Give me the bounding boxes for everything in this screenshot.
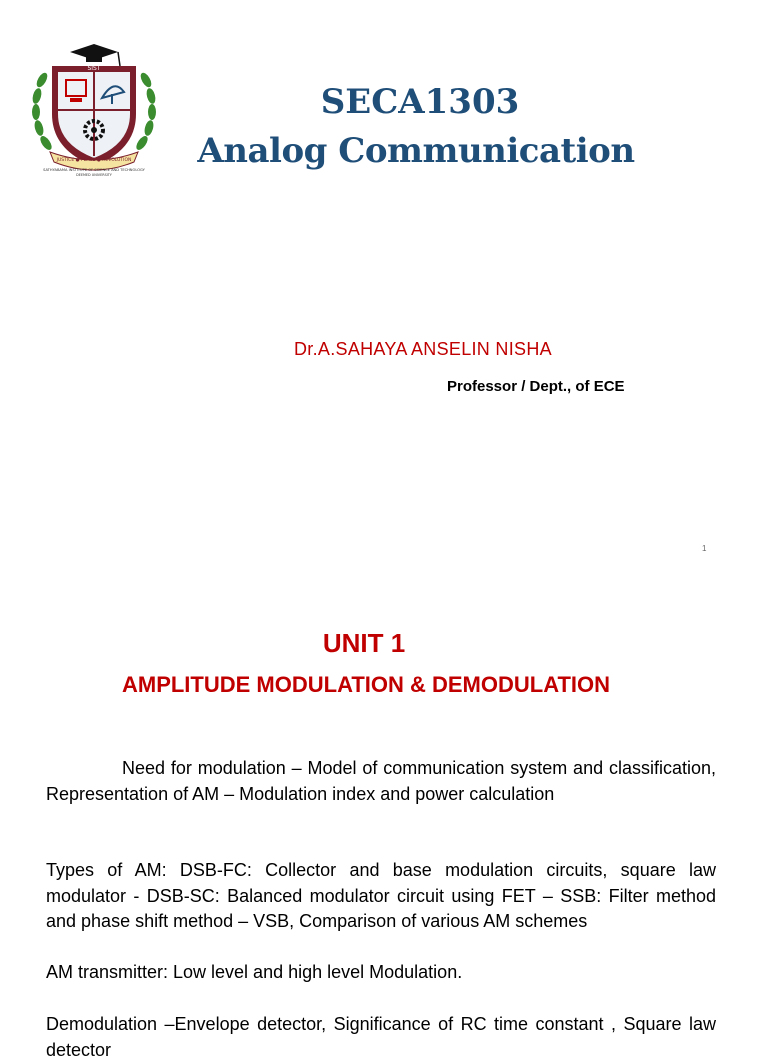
unit-subtitle: AMPLITUDE MODULATION & DEMODULATION: [121, 672, 611, 697]
svg-text:SIST: SIST: [87, 65, 101, 72]
svg-text:JUSTICE ● PEACE ● REVOLUTION: JUSTICE ● PEACE ● REVOLUTION: [56, 158, 132, 163]
syllabus-paragraph: Need for modulation – Model of communication system and classification, Representation of AM – Modulation index and power calculation: [46, 758, 716, 804]
author-name: Dr.A.SAHAYA ANSELIN NISHA: [294, 339, 552, 359]
unit-title: UNIT 1: [322, 628, 406, 658]
course-title: Analog Communication: [197, 131, 635, 171]
syllabus-paragraph: Demodulation –Envelope detector, Significance of RC time constant , Square law detector: [46, 1014, 716, 1060]
syllabus-paragraph: AM transmitter: Low level and high level Modulation.: [46, 962, 463, 982]
syllabus-paragraph: Types of AM: DSB-FC: Collector and base modulation circuits, square law modulator - DSB-SC: Balanced modulator circuit using FET – SSB: Filter method and phase shift method – VSB, Comparison of various AM schemes: [46, 860, 716, 931]
author-designation: Professor / Dept., of ECE: [447, 378, 625, 395]
syllabus-slide: [0, 576, 768, 1060]
university-logo: [28, 40, 160, 178]
page-number: 1: [702, 544, 707, 553]
svg-text:SATHYABAMA INSTITUTE OF SCIENC: SATHYABAMA INSTITUTE OF SCIENCE AND TECHNOLOGY: [43, 168, 145, 172]
course-code: SECA1303: [320, 82, 520, 122]
svg-text:DEEMED UNIVERSITY: DEEMED UNIVERSITY: [76, 173, 112, 177]
